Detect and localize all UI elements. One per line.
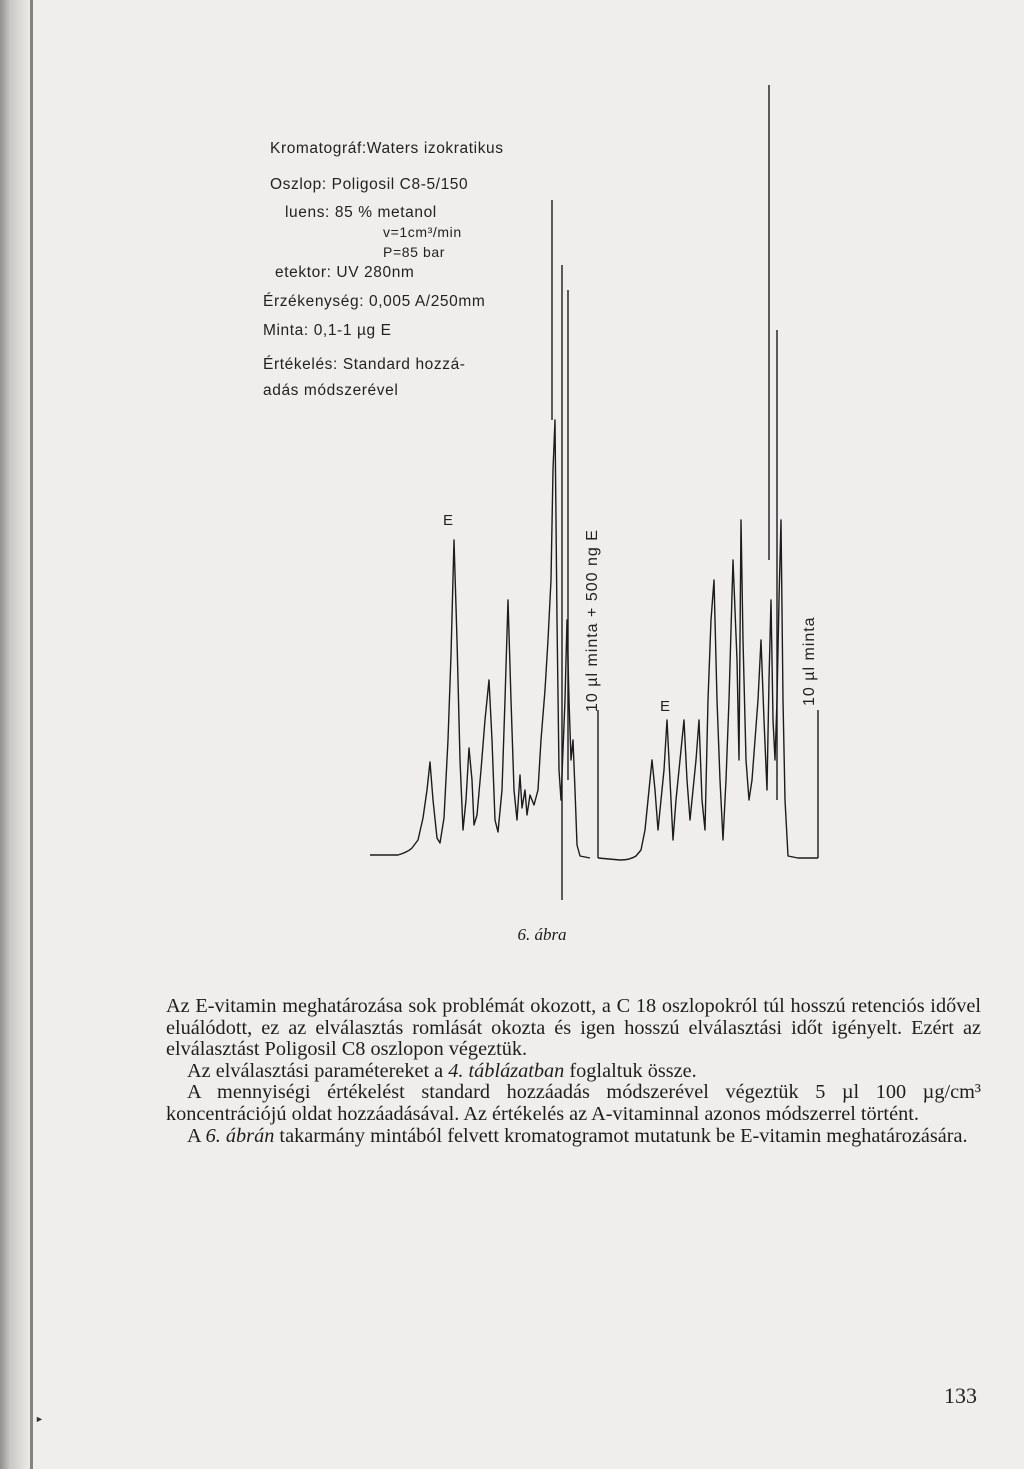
body-text	[166, 996, 981, 1147]
legend-chromatograph: Kromatográf:Waters izokratikus	[270, 140, 504, 157]
legend-detector: etektor: UV 280nm	[275, 264, 415, 281]
chromatogram-trace-run2	[598, 520, 818, 860]
peak-label-e-run2: E	[660, 698, 671, 715]
label-spiked-sample: 10 µl minta + 500 ng E	[584, 529, 601, 712]
peak-label-e-run1: E	[443, 512, 454, 529]
p4-text-a: A	[187, 1124, 206, 1147]
paragraph-2	[166, 1061, 981, 1083]
p4-figure-ref: 6. ábrán	[205, 1124, 275, 1147]
page-number: 133	[944, 1383, 977, 1408]
chromatogram-trace-run1	[370, 420, 590, 858]
p4-text-c: takarmány mintából felvett kromatogramot mutatunk be E-vitamin meghatározására.	[274, 1124, 968, 1147]
legend-column: Oszlop: Poligosil C8-5/150	[270, 176, 469, 193]
caption-word: ábra	[534, 925, 567, 944]
legend-evaluation-cont: adás módszerével	[263, 382, 399, 399]
legend-sensitivity: Érzékenység: 0,005 A/250mm	[263, 293, 486, 310]
margin-mark: ►	[35, 1414, 44, 1424]
paragraph-4	[166, 1126, 981, 1148]
paragraph-1: Az E-vitamin meghatározása sok problémát okozott, a C 18 oszlopokról túl hosszú retenciós idővel eluálódott, ez az elválasztás romlását okozta és igen hosszú elválasztási időt igényelt. Ezért az elválasztást Poligosil C8 oszlopon végeztük.	[166, 995, 981, 1061]
legend-sample: Minta: 0,1-1 µg E	[263, 322, 392, 339]
caption-number: 6.	[517, 925, 531, 944]
figure-caption	[0, 925, 1024, 945]
legend-eluent: luens: 85 % metanol	[285, 204, 437, 221]
label-sample: 10 µl minta	[801, 616, 818, 706]
p2-text-c: foglaltuk össze.	[564, 1059, 697, 1082]
paragraph-3: A mennyiségi értékelést standard hozzáadás módszerével végeztük 5 µl 100 µg/cm³ koncentrációjú oldat hozzáadásával. Az értékelés az A-vitaminnal azonos módszerrel történt.	[166, 1081, 981, 1125]
legend-flow: v=1cm³/min	[383, 224, 462, 240]
legend-evaluation: Értékelés: Standard hozzá-	[263, 356, 466, 373]
p2-table-ref: 4. táblázatban	[448, 1059, 565, 1082]
legend-pressure: P=85 bar	[383, 244, 446, 260]
p2-text-a: Az elválasztási paramétereket a	[187, 1059, 449, 1082]
